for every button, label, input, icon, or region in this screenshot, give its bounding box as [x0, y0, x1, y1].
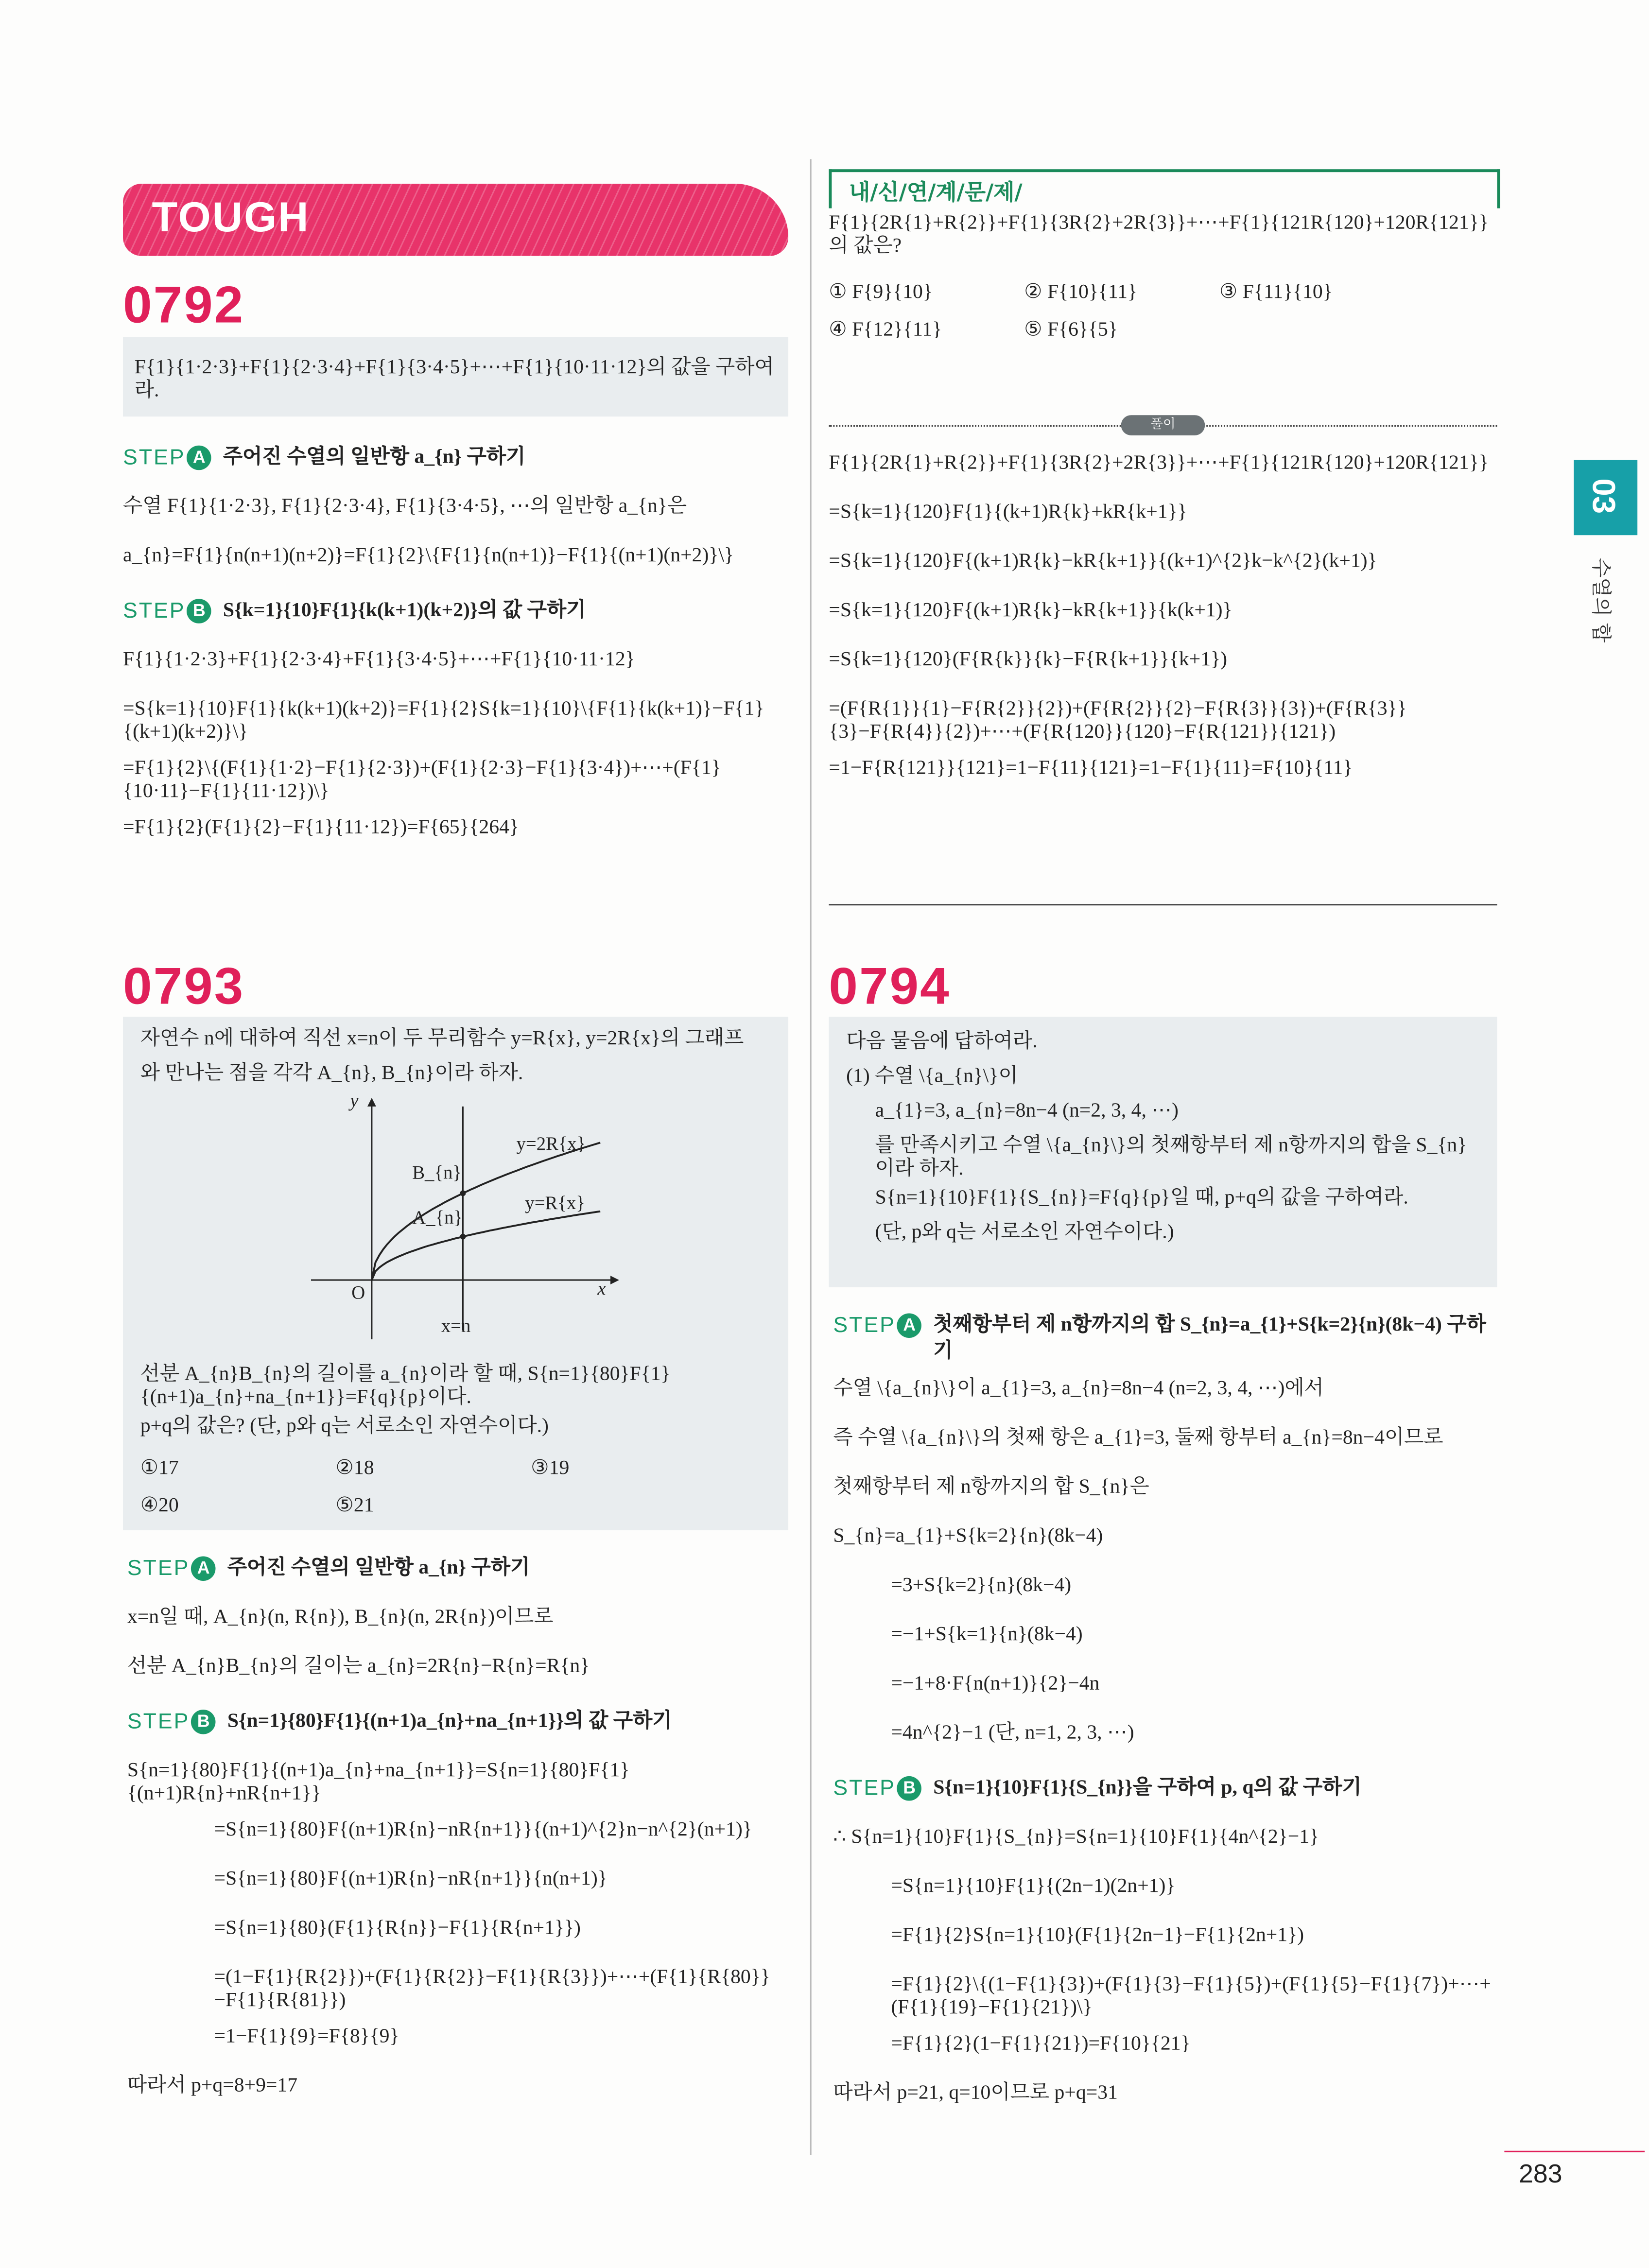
- choices-0793: [140, 1454, 726, 1523]
- solution-line: =S{n=1}{80}(F{1}{R{n}}−F{1}{R{n+1}}): [214, 1918, 581, 1940]
- linked-problem-title: 내/신/연/계/문/제/: [849, 179, 1023, 206]
- step-label: STEP: [833, 1313, 896, 1338]
- linked-problem-header: [829, 169, 1500, 208]
- chapter-tab[interactable]: [1574, 460, 1637, 535]
- problem-number-0792: 0792: [122, 275, 245, 334]
- solution-0793: [127, 1539, 788, 2112]
- linked-question: [829, 207, 1497, 259]
- solution-0792: [123, 428, 788, 853]
- step-label: STEP: [127, 1709, 190, 1734]
- curve-lower-label: y=R{x}: [525, 1192, 585, 1214]
- x-axis-label: x: [597, 1277, 606, 1299]
- choice-option[interactable]: ③ F{11}{10}: [1219, 282, 1333, 304]
- step-header-b: [123, 587, 788, 636]
- solution-line: =F{1}{2}(1−F{1}{21})=F{10}{21}: [891, 2033, 1191, 2056]
- solution-line: x=n일 때, A_{n}(n, R{n}), B_{n}(n, 2R{n})이므로: [127, 1607, 554, 1629]
- point-b-label: B_{n}: [412, 1161, 462, 1183]
- point-a-label: A_{n}: [412, 1206, 463, 1228]
- text-line: S{n=1}{10}F{1}{S_{n}}=F{q}{p}일 때, p+q의 값을 구하여라.: [875, 1187, 1408, 1210]
- text-line: 다음 물음에 답하여라.: [846, 1031, 1038, 1053]
- step-title: S{n=1}{80}F{1}{(n+1)a_{n}+na_{n+1}}의 값 구하기: [227, 1711, 672, 1733]
- column-divider: [810, 159, 812, 2155]
- chapter-number: 03: [1585, 478, 1622, 514]
- solution-line: S{n=1}{80}F{1}{(n+1)a_{n}+na_{n+1}}=S{n=1}{80}F{1}{(n+1)R{n}+nR{n+1}}: [127, 1760, 630, 1805]
- text-line: p+q의 값은? (단, p와 q는 서로소인 자연수이다.): [140, 1416, 549, 1438]
- solution-line: a_{n}=F{1}{n(n+1)(n+2)}=F{1}{2}\{F{1}{n(n+1)}−F{1}{(n+1)(n+2)}\}: [122, 545, 734, 567]
- solution-line: 수열 F{1}{1·2·3}, F{1}{2·3·4}, F{1}{3·4·5}, ⋯의 일반항 a_{n}은: [122, 496, 687, 518]
- step-header-a: [123, 434, 788, 483]
- choice-option[interactable]: ② F{10}{11}: [1024, 282, 1137, 304]
- text-line: =S{k=1}{120}F{1}{(k+1)R{k}+kR{k+1}}: [829, 502, 1187, 524]
- step-label: STEP: [127, 1556, 190, 1581]
- curve-upper-label: y=2R{x}: [516, 1132, 586, 1155]
- text-line: 선분 A_{n}B_{n}의 길이를 a_{n}이라 할 때, S{n=1}{80}F{1}{(n+1)a_{n}+na_{n+1}}=F{q}{p}이다.: [140, 1364, 671, 1409]
- step-badge: A: [187, 446, 212, 470]
- text-line: =S{k=1}{120}(F{R{k}}{k}−F{R{k+1}}{k+1}): [829, 649, 1227, 672]
- linked-choices: [829, 277, 1414, 347]
- point-b-n: [460, 1190, 466, 1196]
- solution-line: S_{n}=a_{1}+S{k=2}{n}(8k−4): [833, 1525, 1103, 1548]
- problem-box-0792: [123, 337, 788, 416]
- choice-option[interactable]: ⑤21: [335, 1495, 374, 1518]
- solution-line: =S{n=1}{80}F{(n+1)R{n}−nR{n+1}}{n(n+1)}: [214, 1869, 608, 1891]
- page-number: 283: [1519, 2159, 1562, 2189]
- choice-option[interactable]: ③19: [531, 1458, 570, 1480]
- choice-option[interactable]: ⑤ F{6}{5}: [1024, 319, 1118, 342]
- step-label: STEP: [122, 445, 186, 470]
- text-line: 를 만족시키고 수열 \{a_{n}\}의 첫째항부터 제 n항까지의 합을 S_{n}이라 하자.: [875, 1135, 1467, 1180]
- step-badge: B: [187, 599, 212, 623]
- solution-line: =1−F{1}{9}=F{8}{9}: [214, 2026, 399, 2048]
- section-rule: [829, 904, 1497, 905]
- step-badge: A: [191, 1556, 216, 1581]
- problem-number-0794: 0794: [829, 956, 951, 1016]
- text-line: =(F{R{1}}{1}−F{R{2}}{2})+(F{R{2}}{2}−F{R{3}}{3})+(F{R{3}}{3}−F{R{4}}{2})+⋯+(F{R{120}}{120}−F{R{121}}{121}): [829, 698, 1407, 744]
- choice-option[interactable]: ④20: [140, 1495, 179, 1518]
- solution-line: =F{1}{2}\{(F{1}{1·2}−F{1}{2·3})+(F{1}{2·3}−F{1}{3·4})+⋯+(F{1}{10·11}−F{1}{11·12})\}: [122, 758, 721, 803]
- text-line: (단, p와 q는 서로소인 자연수이다.): [875, 1222, 1174, 1244]
- step-badge: A: [897, 1313, 922, 1338]
- problem-box-0794: [829, 1017, 1497, 1287]
- chapter-title: 수열의 합: [1588, 558, 1612, 643]
- text-line: F{1}{1·2·3}+F{1}{2·3·4}+F{1}{3·4·5}+⋯+F{1}{10·11·12}의 값을 구하여라.: [134, 356, 774, 401]
- problem-box-0793: [123, 1017, 788, 1530]
- step-title: 주어진 수열의 일반항 a_{n} 구하기: [227, 1558, 530, 1580]
- linked-question-text: F{1}{2R{1}+R{2}}+F{1}{3R{2}+2R{3}}+⋯+F{1}{121R{120}+120R{121}}의 값은?: [829, 212, 1489, 258]
- text-line: =1−F{R{121}}{121}=1−F{11}{121}=1−F{1}{11}=F{10}{11}: [829, 758, 1353, 780]
- question-0793-intro: [140, 1022, 771, 1092]
- step-header-b: [127, 1698, 788, 1747]
- step-title: 주어진 수열의 일반항 a_{n} 구하기: [223, 447, 526, 469]
- question-0792: [135, 351, 777, 403]
- solution-line: F{1}{1·2·3}+F{1}{2·3·4}+F{1}{3·4·5}+⋯+F{1}{10·11·12}: [122, 649, 635, 672]
- step-title: S{n=1}{10}F{1}{S_{n}}을 구하여 p, q의 값 구하기: [933, 1777, 1362, 1800]
- solution-line: 따라서 p+q=8+9=17: [127, 2075, 298, 2097]
- solution-line: =F{1}{2}S{n=1}{10}(F{1}{2n−1}−F{1}{2n+1}): [891, 1925, 1304, 1947]
- step-title: S{k=1}{10}F{1}{k(k+1)(k+2)}의 값 구하기: [223, 600, 586, 622]
- text-line: a_{1}=3, a_{n}=8n−4 (n=2, 3, 4, ⋯): [875, 1100, 1179, 1123]
- curve-sqrt-x: [372, 1212, 600, 1280]
- text-line: 와 만나는 점을 각각 A_{n}, B_{n}이라 하자.: [140, 1063, 523, 1085]
- choice-option[interactable]: ②18: [335, 1458, 374, 1480]
- choice-option[interactable]: ④ F{12}{11}: [829, 319, 942, 342]
- step-header-b: [833, 1765, 1497, 1814]
- question-0793-body: [140, 1358, 771, 1445]
- step-badge: B: [897, 1776, 922, 1801]
- step-header-a: [127, 1545, 788, 1594]
- solution-line: =F{1}{2}\{(1−F{1}{3})+(F{1}{3}−F{1}{5})+(F{1}{5}−F{1}{7})+⋯+(F{1}{19}−F{1}{21})\}: [891, 1974, 1491, 2019]
- solution-line: 선분 A_{n}B_{n}의 길이는 a_{n}=2R{n}−R{n}=R{n}: [127, 1656, 590, 1678]
- solution-line: =S{n=1}{10}F{1}{(2n−1)(2n+1)}: [891, 1876, 1176, 1898]
- solution-0794: [833, 1296, 1497, 2119]
- text-line: =S{k=1}{120}F{(k+1)R{k}−kR{k+1}}{k(k+1)}: [829, 600, 1232, 622]
- tough-label: TOUGH: [152, 195, 310, 242]
- solution-line: =(1−F{1}{R{2}})+(F{1}{R{2}}−F{1}{R{3}})+⋯+(F{1}{R{80}}−F{1}{R{81}}): [214, 1967, 770, 2012]
- solution-line: ∴ S{n=1}{10}F{1}{S_{n}}=S{n=1}{10}F{1}{4n^{2}−1}: [833, 1827, 1319, 1849]
- linked-solution: [829, 440, 1497, 794]
- step-header-a: [833, 1302, 1497, 1366]
- step-title: 첫째항부터 제 n항까지의 합 S_{n}=a_{1}+S{k=2}{n}(8k−4) 구하기: [933, 1315, 1486, 1363]
- point-a-n: [460, 1234, 466, 1240]
- text-line: (1) 수열 \{a_{n}\}이: [846, 1066, 1018, 1088]
- solution-pill: 풀이: [1121, 415, 1205, 435]
- solution-line: 따라서 p=21, q=10이므로 p+q=31: [833, 2082, 1118, 2105]
- solution-line: 즉 수열 \{a_{n}\}의 첫째 항은 a_{1}=3, 둘째 항부터 a_{n}=8n−4이므로: [833, 1427, 1443, 1450]
- solution-line: =F{1}{2}(F{1}{2}−F{1}{11·12})=F{65}{264}: [122, 817, 519, 839]
- solution-line: =−1+8·F{n(n+1)}{2}−4n: [891, 1673, 1100, 1696]
- choice-option[interactable]: ① F{9}{10}: [829, 282, 933, 304]
- problem-number-0793: 0793: [122, 956, 245, 1016]
- text-line: F{1}{2R{1}+R{2}}+F{1}{3R{2}+2R{3}}+⋯+F{1}{121R{120}+120R{121}}: [829, 452, 1489, 475]
- page-number-rule: [1504, 2151, 1645, 2152]
- solution-line: 수열 \{a_{n}\}이 a_{1}=3, a_{n}=8n−4 (n=2, 3, 4, ⋯)에서: [833, 1378, 1324, 1401]
- step-badge: B: [191, 1710, 216, 1734]
- choice-option[interactable]: ①17: [140, 1458, 179, 1480]
- origin-label: O: [351, 1281, 365, 1303]
- solution-line: =S{k=1}{10}F{1}{k(k+1)(k+2)}=F{1}{2}S{k=1}{10}\{F{1}{k(k+1)}−F{1}{(k+1)(k+2)}\}: [122, 698, 764, 744]
- solution-line: =4n^{2}−1 (단, n=1, 2, 3, ⋯): [891, 1722, 1134, 1745]
- solution-line: =3+S{k=2}{n}(8k−4): [891, 1575, 1072, 1597]
- step-label: STEP: [122, 599, 186, 623]
- text-line: 자연수 n에 대하여 직선 x=n이 두 무리함수 y=R{x}, y=2R{x}의 그래프: [140, 1028, 744, 1050]
- solution-line: =−1+S{k=1}{n}(8k−4): [891, 1624, 1083, 1646]
- y-axis-label: y: [350, 1089, 359, 1111]
- solution-line: 첫째항부터 제 n항까지의 합 S_{n}은: [833, 1476, 1149, 1499]
- text-line: =S{k=1}{120}F{(k+1)R{k}−kR{k+1}}{(k+1)^{2}k−k^{2}(k+1)}: [829, 551, 1377, 573]
- tough-banner: [123, 184, 788, 256]
- step-label: STEP: [833, 1776, 896, 1801]
- solution-line: =S{n=1}{80}F{(n+1)R{n}−nR{n+1}}{(n+1)^{2}n−n^{2}(n+1)}: [214, 1819, 752, 1841]
- vertical-line-label: x=n: [441, 1315, 471, 1337]
